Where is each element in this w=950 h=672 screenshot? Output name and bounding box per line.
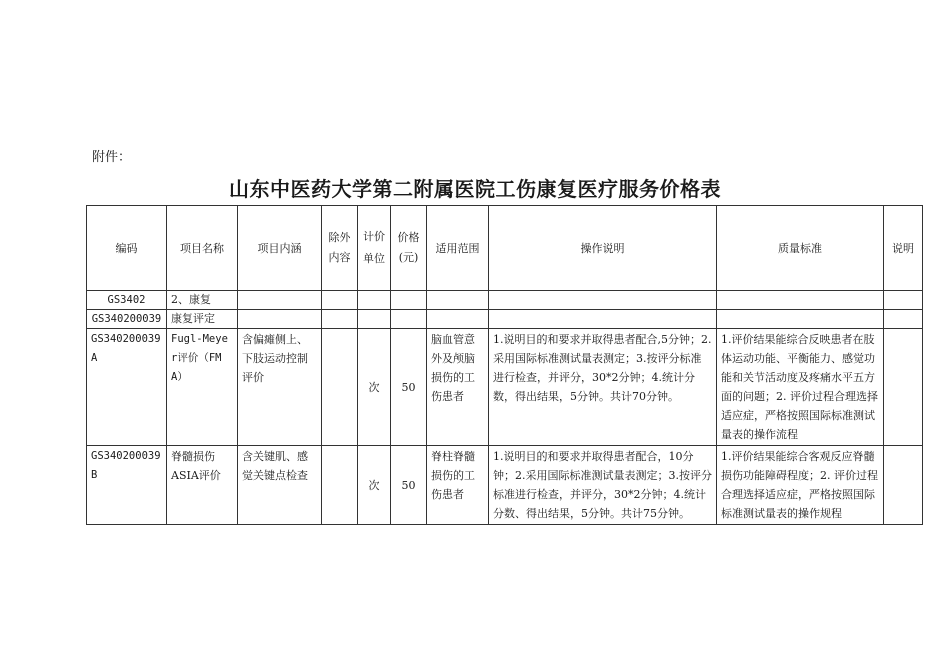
row-scope: 脑血管意外及颅脑损伤的工伤患者 <box>427 329 489 446</box>
row-scope: 脊柱脊髓损伤的工伤患者 <box>427 446 489 525</box>
row-name: 康复评定 <box>167 310 238 329</box>
row-name: Fugl-Meyer评价（FMA） <box>167 329 238 446</box>
row-name: 脊髓损伤ASIA评价 <box>167 446 238 525</box>
row-exclusions <box>322 329 358 446</box>
row-content: 含关键肌、感觉关键点检查 <box>238 446 322 525</box>
col-header-price: 价格(元) <box>391 206 427 291</box>
row-exclusions <box>322 446 358 525</box>
table-row <box>87 310 923 329</box>
row-code: GS3402 <box>87 291 167 310</box>
col-header-scope: 适用范围 <box>427 206 489 291</box>
col-header-name: 项目名称 <box>167 206 238 291</box>
table-row <box>87 446 923 525</box>
row-name: 2、康复 <box>167 291 238 310</box>
attachment-label: 附件： <box>92 150 132 165</box>
row-quality: 1.评价结果能综合客观反应脊髓损伤功能障碍程度；2. 评价过程合理选择适应症，严格按照国际标准测试量表的操作规程 <box>717 446 884 525</box>
row-quality: 1.评价结果能综合反映患者在肢体运动功能、平衡能力、感觉功能和关节活动度及疼痛水平五方面的问题；2. 评价过程合理选择适应症，严格按照国际标准测试量表的操作流程 <box>717 329 884 446</box>
table-row <box>87 329 923 446</box>
col-header-unit: 计价单位 <box>358 206 391 291</box>
row-code: GS340200039A <box>87 329 167 446</box>
row-content: 含偏瘫侧上、下肢运动控制评价 <box>238 329 322 446</box>
row-price: 50 <box>391 446 427 525</box>
col-header-operation: 操作说明 <box>489 206 717 291</box>
row-price: 50 <box>391 329 427 446</box>
price-table <box>86 205 923 525</box>
col-header-remarks: 说明 <box>884 206 923 291</box>
col-header-content: 项目内涵 <box>238 206 322 291</box>
row-unit: 次 <box>358 329 391 446</box>
row-unit: 次 <box>358 446 391 525</box>
row-remarks <box>884 446 923 525</box>
row-code: GS340200039B <box>87 446 167 525</box>
table-header-row <box>87 206 923 291</box>
col-header-exclusions: 除外内容 <box>322 206 358 291</box>
row-remarks <box>884 329 923 446</box>
row-code: GS340200039 <box>87 310 167 329</box>
page-title: 山东中医药大学第二附属医院工伤康复医疗服务价格表 <box>229 177 721 201</box>
row-operation: 1.说明目的和要求并取得患者配合，10分钟；2.采用国际标准测试量表测定；3.按评分标准进行检查，并评分，30*2分钟；4.统计分数、得出结果，5分钟。共计75分钟。 <box>489 446 717 525</box>
table-row <box>87 291 923 310</box>
col-header-quality: 质量标准 <box>717 206 884 291</box>
row-operation: 1.说明目的和要求并取得患者配合,5分钟；2.采用国际标准测试量表测定；3.按评分标准进行检查，并评分，30*2分钟；4.统计分数，得出结果，5分钟。共计70分钟。 <box>489 329 717 446</box>
col-header-code: 编码 <box>87 206 167 291</box>
